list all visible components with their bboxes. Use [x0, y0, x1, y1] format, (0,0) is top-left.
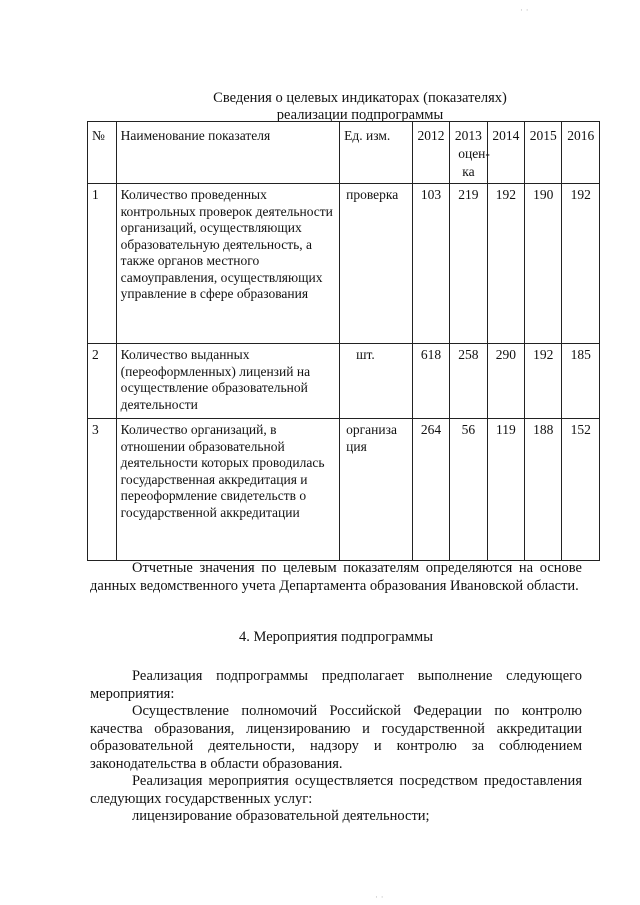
table-row — [88, 419, 600, 561]
row-name: Количество проведенных контрольных проверок деятельности организаций, осуществляющих образовательную деятельность, а также органов местного самоуправления, осуществляющих управление в сфере образования — [116, 184, 340, 344]
row-value-2016: 192 — [562, 184, 600, 344]
header-name: Наименование показателя — [116, 122, 340, 184]
table-row — [88, 184, 600, 344]
header-2013-note: оцен-ка — [458, 145, 490, 179]
row-value-2016: 185 — [562, 344, 600, 419]
header-2013-year: 2013 — [454, 128, 482, 143]
row-value-2016: 152 — [562, 419, 600, 561]
paragraph-2: Осуществление полномочий Российской Федерации по контролю качества образования, лицензированию и государственной аккредитации образовательной деятельности, надзору и контролю за соблюдением законодательства в области образования. — [90, 703, 582, 772]
paragraph-4: лицензирование образовательной деятельности; — [132, 808, 430, 824]
row-value-2015: 188 — [525, 419, 562, 561]
row-name: Количество организаций, в отношении образовательной деятельности которых проводилась государственная аккредитация и переоформление свидетельств о государственной аккредитации — [116, 419, 340, 561]
table-title-line2: реализации подпрограммы — [276, 107, 444, 123]
scan-mark: · · — [375, 893, 384, 903]
row-name: Количество выданных (переоформленных) лицензий на осуществление образовательной деятельности — [116, 344, 340, 419]
row-value-2013: 56 — [450, 419, 487, 561]
section-heading: 4. Мероприятия подпрограммы — [239, 629, 433, 645]
row-value-2015: 190 — [525, 184, 562, 344]
header-2013 — [450, 122, 490, 184]
header-unit: Ед. изм. — [340, 122, 413, 184]
table-header-row — [88, 122, 600, 184]
table-row — [88, 344, 600, 419]
row-value-2012: 103 — [412, 184, 449, 344]
indicators-table — [87, 121, 600, 561]
paragraph-1: Реализация подпрограммы предполагает выполнение следующего мероприятия: — [90, 668, 582, 702]
row-no: 2 — [88, 344, 117, 419]
row-no: 1 — [88, 184, 117, 344]
row-unit: проверка — [340, 184, 413, 344]
row-value-2014: 192 — [487, 184, 524, 344]
note-paragraph: Отчетные значения по целевым показателям определяются на основе данных ведомственного учета Департамента образования Ивановской области. — [90, 560, 582, 594]
row-unit: организа ция — [340, 419, 413, 561]
row-value-2015: 192 — [525, 344, 562, 419]
row-value-2014: 290 — [487, 344, 524, 419]
row-value-2012: 264 — [412, 419, 449, 561]
scan-mark: · · — [520, 6, 529, 16]
row-value-2013: 219 — [450, 184, 487, 344]
header-2014: 2014 — [487, 122, 524, 184]
row-value-2013: 258 — [450, 344, 487, 419]
header-2016: 2016 — [562, 122, 600, 184]
header-no: № — [88, 122, 117, 184]
paragraph-3: Реализация мероприятия осуществляется посредством предоставления следующих государственных услуг: — [90, 773, 582, 807]
table-title-line1: Сведения о целевых индикаторах (показателях) — [213, 90, 507, 106]
row-value-2012: 618 — [412, 344, 449, 419]
header-2012: 2012 — [412, 122, 449, 184]
row-unit: шт. — [340, 344, 413, 419]
row-value-2014: 119 — [487, 419, 524, 561]
header-2015: 2015 — [525, 122, 562, 184]
row-no: 3 — [88, 419, 117, 561]
